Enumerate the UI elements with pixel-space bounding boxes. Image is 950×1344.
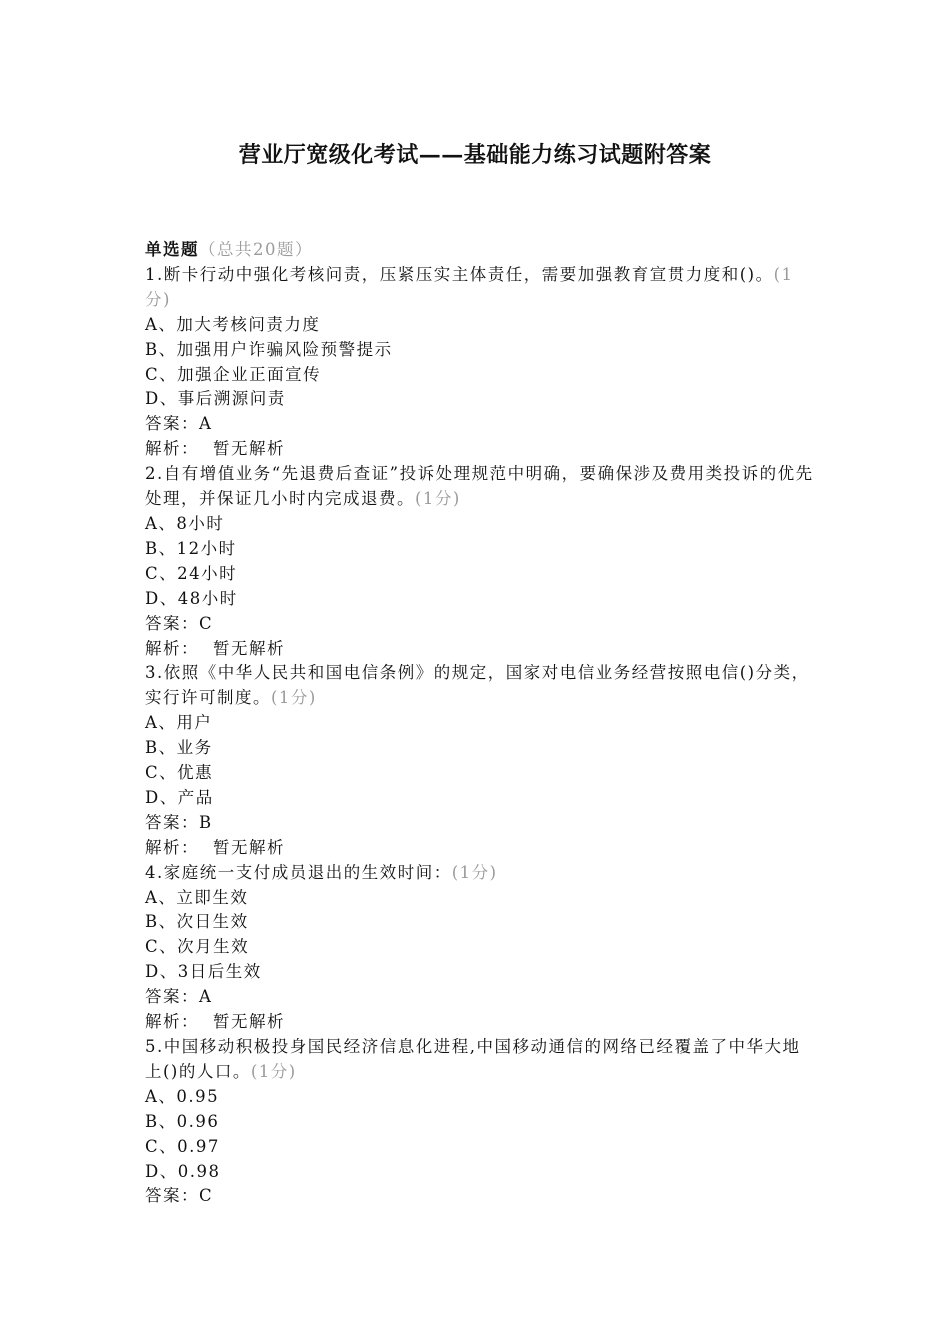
question-1 (145, 263, 815, 462)
option-c: C、优惠 (145, 763, 214, 783)
answer-value: C (199, 1186, 214, 1206)
option-b: B、业务 (145, 738, 213, 758)
analysis-text: 暂无解析 (213, 439, 285, 459)
analysis-label: 解析： (145, 837, 199, 857)
question-2 (145, 462, 815, 661)
document-title: 营业厅宽级化考试——基础能力练习试题附答案 (238, 142, 712, 168)
question-5 (145, 1035, 815, 1209)
option-a: A、加大考核问责力度 (145, 314, 321, 334)
analysis-label: 解析： (145, 1012, 199, 1032)
option-c: C、24小时 (145, 563, 238, 583)
answer-line (145, 1184, 815, 1209)
option-b: B、加强用户诈骗风险预警提示 (145, 339, 393, 359)
answer-label: 答案： (145, 987, 199, 1007)
answer-line (145, 412, 815, 437)
question-stem (145, 263, 815, 313)
question-stem-text: 3.依照《中华人民共和国电信条例》的规定，国家对电信业务经营按照电信()分类，实行许可制度。 (145, 663, 810, 708)
option-c: C、次月生效 (145, 937, 250, 957)
question-score: (1分) (451, 862, 498, 882)
option-c: C、加强企业正面宣传 (145, 364, 322, 384)
answer-label: 答案： (145, 613, 199, 633)
answer-line (145, 612, 815, 637)
analysis-label: 解析： (145, 638, 199, 658)
option-d: D、产品 (145, 787, 214, 807)
question-score: (1分) (145, 264, 794, 309)
option-a: A、用户 (145, 713, 213, 733)
option-a: A、8小时 (145, 513, 225, 533)
analysis-line (145, 1010, 815, 1035)
option-d: D、0.98 (145, 1161, 221, 1181)
question-stem-text: 2.自有增值业务“先退费后查证”投诉处理规范中明确，要确保涉及费用类投诉的优先处理，并保证几小时内完成退费。 (145, 464, 814, 509)
option-d: D、48小时 (145, 588, 238, 608)
analysis-line (145, 637, 815, 662)
answer-label: 答案： (145, 414, 199, 434)
option-d: D、3日后生效 (145, 962, 262, 982)
question-stem (145, 462, 815, 512)
question-stem (145, 661, 815, 711)
answer-value: A (199, 987, 213, 1007)
question-stem-text: 1.断卡行动中强化考核问责，压紧压实主体责任，需要加强教育宣贯力度和()。 (145, 264, 774, 284)
question-score: (1分) (415, 489, 461, 509)
option-a: A、立即生效 (145, 887, 249, 907)
answer-value: B (199, 812, 213, 832)
option-d: D、事后溯源问责 (145, 389, 286, 409)
question-4 (145, 861, 815, 1035)
question-stem (145, 861, 815, 886)
option-b: B、0.96 (145, 1111, 220, 1131)
answer-value: C (199, 613, 214, 633)
section-header (145, 238, 815, 263)
question-3 (145, 661, 815, 860)
analysis-line (145, 836, 815, 861)
answer-line (145, 811, 815, 836)
option-c: C、0.97 (145, 1136, 220, 1156)
answer-value: A (199, 414, 213, 434)
analysis-label: 解析： (145, 439, 199, 459)
question-stem-text: 4.家庭统一支付成员退出的生效时间： (145, 862, 452, 882)
question-stem (145, 1035, 815, 1085)
question-list (145, 238, 815, 1209)
answer-label: 答案： (145, 812, 199, 832)
question-stem-text: 5.中国移动积极投身国民经济信息化进程,中国移动通信的网络已经覆盖了中华大地上()的人口。 (145, 1037, 801, 1081)
analysis-text: 暂无解析 (213, 638, 285, 658)
analysis-text: 暂无解析 (213, 1012, 285, 1032)
analysis-line (145, 437, 815, 462)
answer-line (145, 985, 815, 1010)
section-count: （总共20题） (199, 240, 313, 259)
section-name: 单选题 (145, 240, 199, 259)
option-a: A、0.95 (145, 1086, 220, 1106)
option-b: B、12小时 (145, 538, 237, 558)
answer-label: 答案： (145, 1186, 199, 1206)
question-score: (1分) (271, 688, 317, 708)
question-score: (1分) (250, 1061, 297, 1081)
option-b: B、次日生效 (145, 912, 249, 932)
analysis-text: 暂无解析 (213, 837, 285, 857)
